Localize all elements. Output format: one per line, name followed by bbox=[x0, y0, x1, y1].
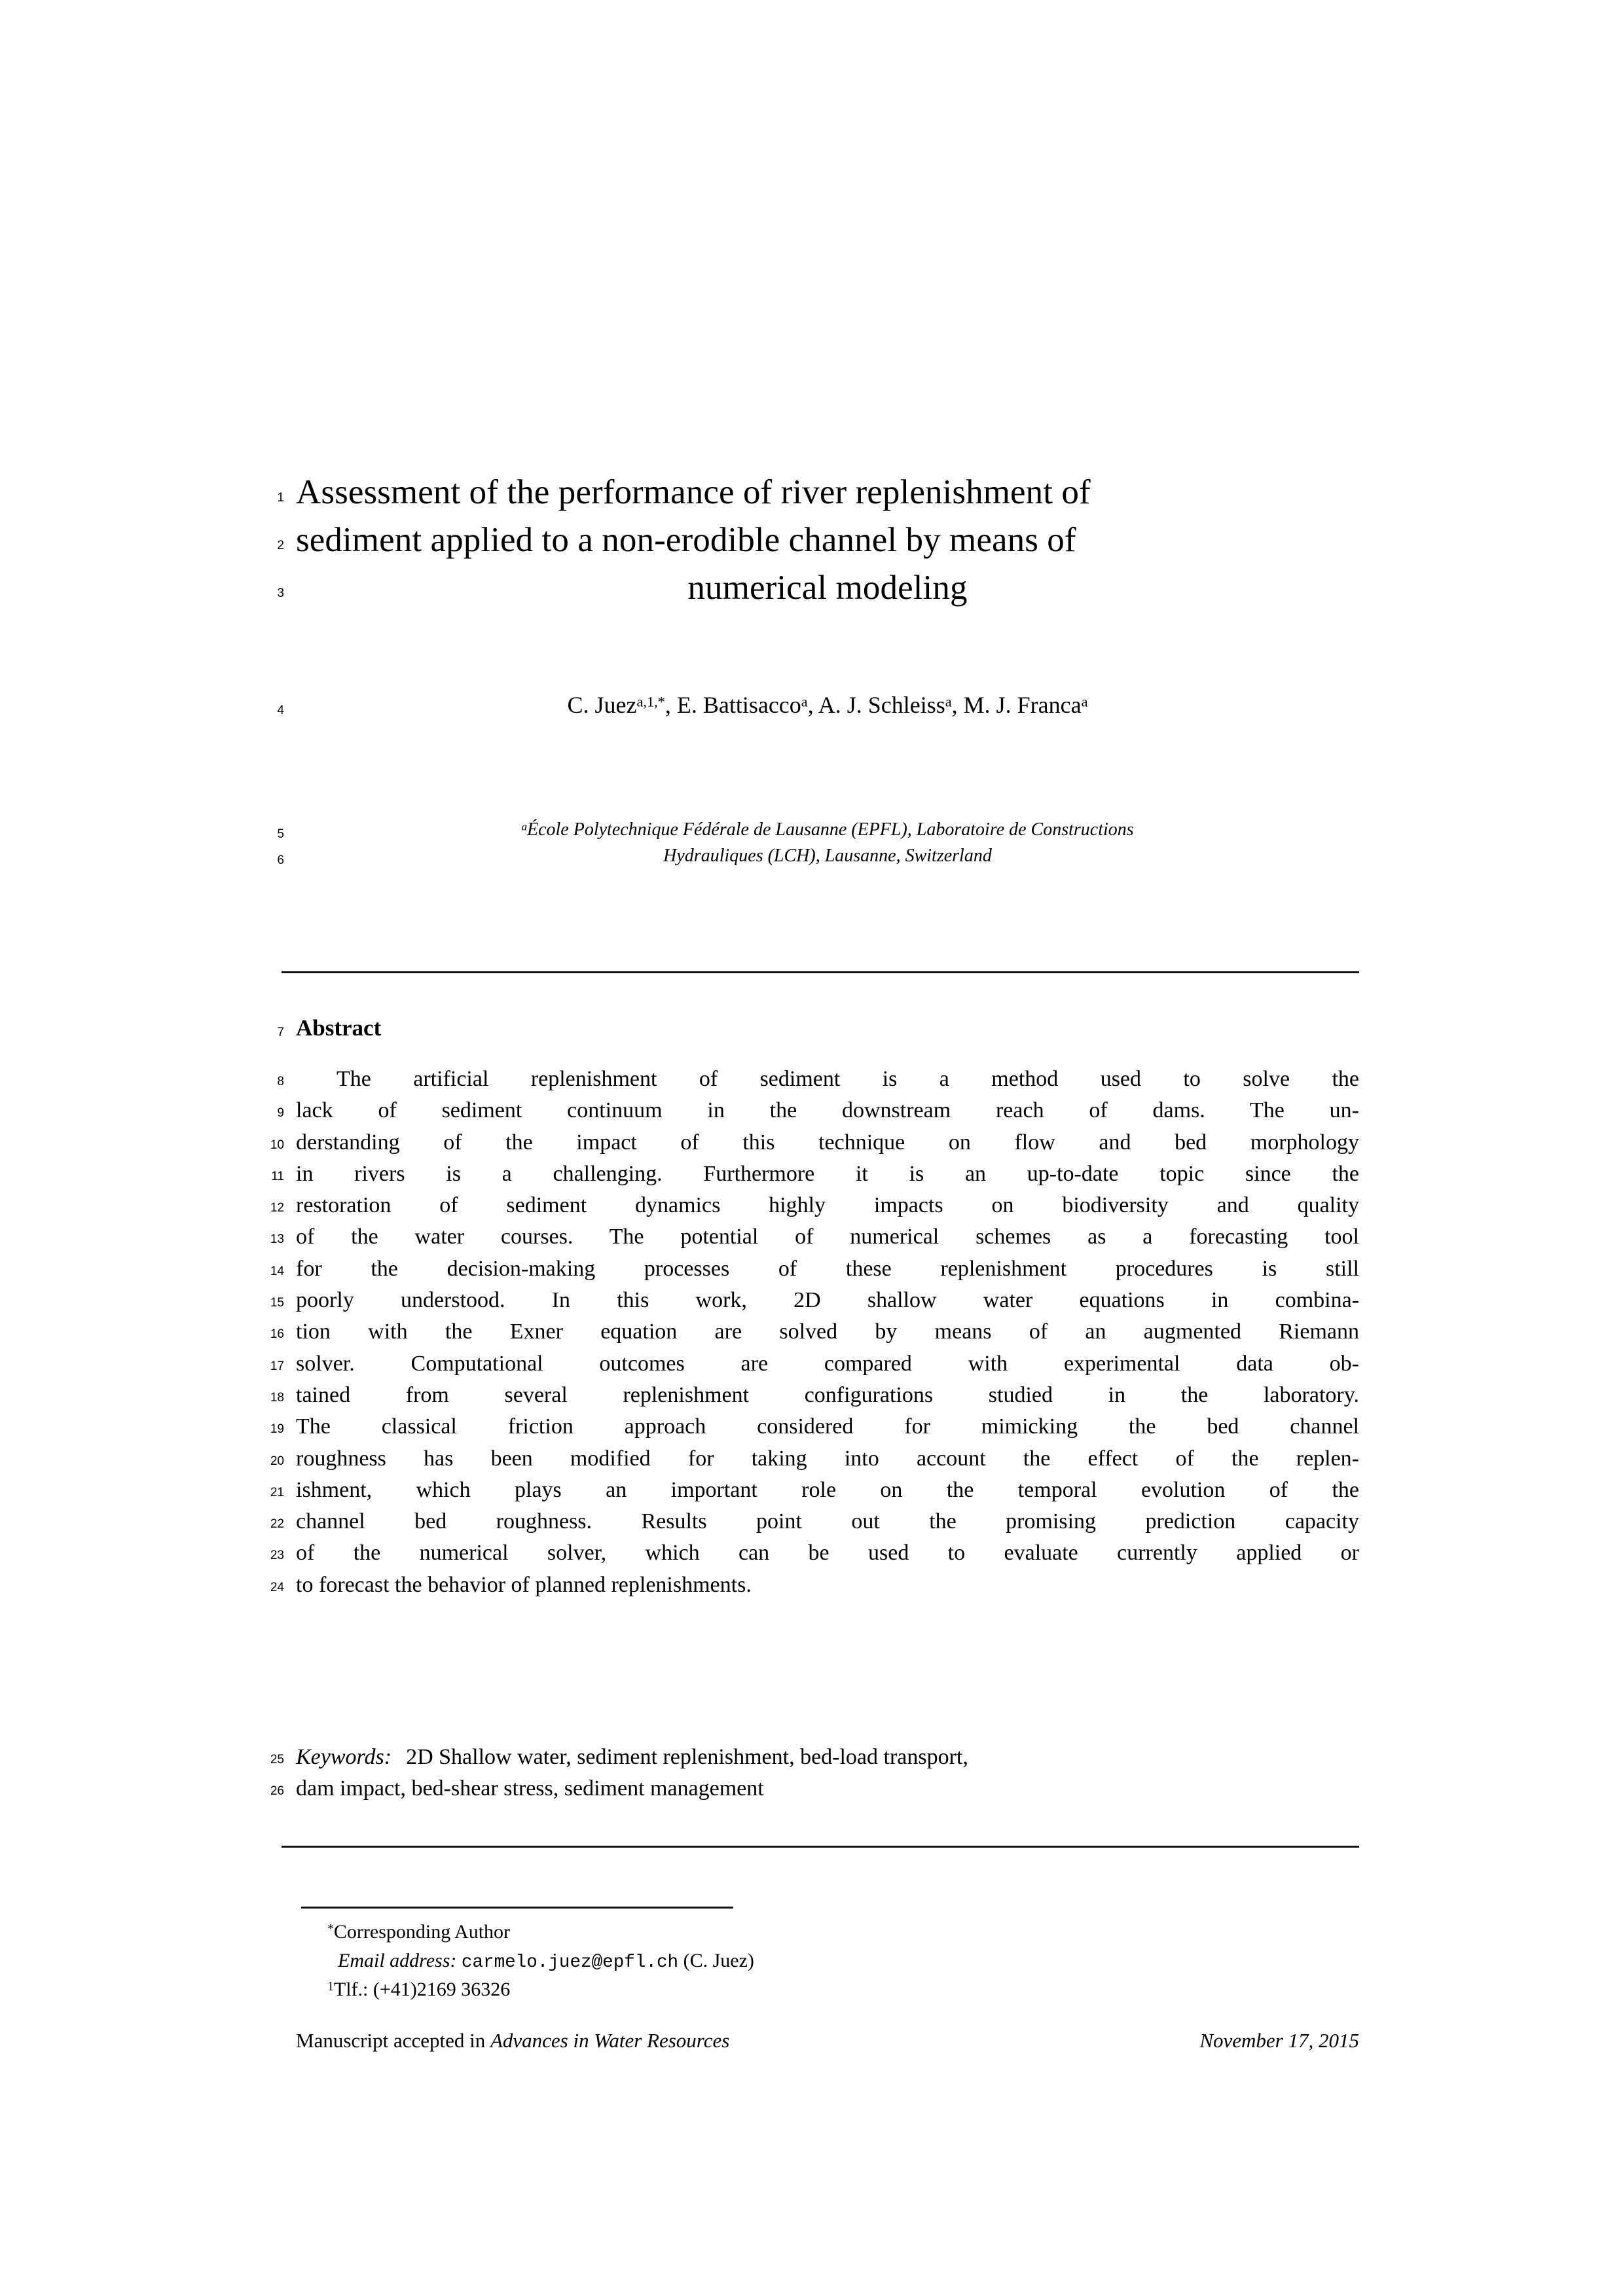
abstract-line-text: in rivers is a challenging. Furthermore it is an up-to-date topic since the bbox=[296, 1161, 1359, 1186]
abstract-line bbox=[296, 1095, 1359, 1126]
line-number: 11 bbox=[271, 1169, 284, 1183]
keywords-text: 2D Shallow water, sediment replenishment, bed-load transport, bbox=[406, 1745, 968, 1769]
line-number: 23 bbox=[270, 1549, 284, 1563]
abstract-row bbox=[277, 1064, 1359, 1095]
abstract-line-text: ishment, which plays an important role on the temporal evolution of the bbox=[296, 1477, 1359, 1502]
author-affil-marker: a,1,* bbox=[636, 693, 665, 710]
abstract-line-text: to forecast the behavior of planned replenishments. bbox=[296, 1572, 752, 1597]
journal-name: Advances in Water Resources bbox=[490, 2029, 730, 2052]
author-separator: , bbox=[807, 692, 818, 718]
footnote-email bbox=[338, 1946, 754, 1977]
line-number: 3 bbox=[277, 586, 284, 600]
line-number: 4 bbox=[277, 704, 284, 717]
title-line-2: sediment applied to a non-erodible channel by means of bbox=[296, 521, 1076, 559]
line-number: 5 bbox=[277, 827, 284, 841]
email-address-link[interactable]: carmelo.juez@epfl.ch bbox=[461, 1952, 679, 1973]
line-number: 17 bbox=[270, 1359, 284, 1373]
abstract-row bbox=[270, 1316, 1359, 1348]
affiliation-row bbox=[277, 843, 1359, 869]
author-affil-marker: a bbox=[1081, 693, 1088, 710]
abstract-line-text: poorly understood. In this work, 2D shallow water equations in combina- bbox=[296, 1288, 1359, 1313]
abstract-row bbox=[270, 1537, 1359, 1569]
abstract-heading-block bbox=[277, 1013, 1359, 1043]
abstract-line-text: of the water courses. The potential of numerical schemes as a forecasting tool bbox=[296, 1225, 1359, 1249]
abstract-row bbox=[277, 1095, 1359, 1126]
author-affil-marker: a bbox=[801, 693, 808, 710]
email-owner: (C. Juez) bbox=[683, 1950, 754, 1971]
author-name: M. J. Franca bbox=[963, 692, 1082, 718]
affiliation-line-2: Hydrauliques (LCH), Lausanne, Switzerland bbox=[663, 846, 992, 866]
line-number: 8 bbox=[277, 1075, 284, 1088]
email-label: Email address: bbox=[338, 1950, 457, 1971]
abstract-line-text: restoration of sediment dynamics highly impacts on biodiversity and quality bbox=[296, 1193, 1359, 1218]
line-number: 12 bbox=[270, 1201, 284, 1215]
footnote-corresponding-author bbox=[327, 1918, 510, 1946]
abstract-line bbox=[296, 1158, 1359, 1190]
abstract-row bbox=[270, 1411, 1359, 1443]
abstract-line-text: lack of sediment continuum in the downstream reach of dams. The un- bbox=[296, 1098, 1359, 1123]
abstract-heading-row bbox=[277, 1013, 1359, 1043]
abstract-row bbox=[270, 1127, 1359, 1158]
footer-journal-note bbox=[296, 2027, 729, 2054]
line-number: 22 bbox=[270, 1517, 284, 1532]
abstract-row bbox=[270, 1380, 1359, 1411]
abstract-line bbox=[296, 1475, 1359, 1506]
abstract-line-text: tion with the Exner equation are solved by means of an augmented Riemann bbox=[296, 1319, 1359, 1344]
line-number: 16 bbox=[270, 1327, 284, 1342]
keywords-label: Keywords: bbox=[296, 1745, 392, 1769]
abstract-line bbox=[296, 1127, 1359, 1158]
title-line-3: numerical modeling bbox=[687, 569, 968, 607]
line-number: 20 bbox=[270, 1454, 284, 1468]
abstract-row bbox=[270, 1348, 1359, 1380]
keywords-block bbox=[270, 1742, 1359, 1805]
abstract-line bbox=[296, 1570, 1359, 1601]
paper-title bbox=[277, 469, 1359, 612]
footnote-number-marker: 1 bbox=[327, 1979, 334, 1994]
affiliation-text: École Polytechnique Fédérale de Lausanne (EPFL), Laboratoire de Constructions bbox=[527, 819, 1134, 840]
keywords-line-1 bbox=[296, 1742, 1359, 1773]
abstract-line-text: for the decision-making processes of these replenishment procedures is still bbox=[296, 1256, 1359, 1281]
line-number: 15 bbox=[270, 1296, 284, 1310]
abstract-row bbox=[270, 1443, 1359, 1475]
footer-date: November 17, 2015 bbox=[1199, 2029, 1359, 2052]
abstract-line bbox=[296, 1411, 1359, 1443]
abstract-body bbox=[270, 1064, 1359, 1601]
line-number: 14 bbox=[270, 1264, 284, 1278]
abstract-line-text: tained from several replenishment configurations studied in the laboratory. bbox=[296, 1382, 1359, 1407]
author-name: A. J. Schleiss bbox=[818, 692, 945, 718]
footnote-text: Tlf.: (+41)2169 36326 bbox=[333, 1979, 511, 2000]
affiliation-row bbox=[277, 817, 1359, 843]
abstract-row bbox=[270, 1190, 1359, 1221]
line-number: 9 bbox=[277, 1106, 284, 1121]
asterisk-marker: * bbox=[327, 1922, 334, 1937]
abstract-row bbox=[271, 1158, 1359, 1190]
abstract-line bbox=[296, 1285, 1359, 1316]
abstract-line bbox=[296, 1537, 1359, 1569]
footnote-telephone bbox=[327, 1975, 510, 2003]
line-number: 13 bbox=[270, 1232, 284, 1247]
line-number: 1 bbox=[277, 491, 284, 505]
line-number: 10 bbox=[270, 1138, 284, 1152]
title-row bbox=[277, 516, 1359, 564]
line-number: 26 bbox=[270, 1784, 284, 1799]
abstract-line bbox=[296, 1253, 1359, 1285]
footnote-rule bbox=[301, 1907, 733, 1909]
affiliation-block bbox=[277, 817, 1359, 869]
line-number: 25 bbox=[270, 1753, 284, 1767]
abstract-line-text: solver. Computational outcomes are compared with experimental data ob- bbox=[296, 1351, 1359, 1376]
abstract-row bbox=[270, 1221, 1359, 1253]
abstract-line bbox=[296, 1064, 1359, 1095]
author-affil-marker: a bbox=[945, 693, 952, 710]
abstract-line-text: of the numerical solver, which can be used to evaluate currently applied or bbox=[296, 1541, 1359, 1566]
abstract-line-text: The artificial replenishment of sediment is a method used to solve the bbox=[337, 1067, 1359, 1091]
abstract-line-text: derstanding of the impact of this technique on flow and bed morphology bbox=[296, 1130, 1359, 1155]
abstract-row bbox=[270, 1253, 1359, 1285]
abstract-line bbox=[296, 1348, 1359, 1380]
author-name: E. Battisacco bbox=[676, 692, 801, 718]
abstract-line-text: roughness has been modified for taking into account the effect of the replen- bbox=[296, 1446, 1359, 1471]
line-number: 19 bbox=[270, 1422, 284, 1437]
keywords-row bbox=[270, 1773, 1359, 1804]
author-separator: , bbox=[951, 692, 964, 718]
footer-plain-text: Manuscript accepted in bbox=[296, 2029, 486, 2052]
author-name: C. Juez bbox=[567, 692, 637, 718]
line-number: 7 bbox=[277, 1026, 284, 1039]
abstract-line bbox=[296, 1506, 1359, 1537]
authors-row bbox=[277, 689, 1359, 721]
line-number: 18 bbox=[270, 1390, 284, 1405]
affiliation-line-1 bbox=[296, 817, 1359, 843]
author-list bbox=[277, 689, 1359, 721]
keywords-line-2: dam impact, bed-shear stress, sediment management bbox=[296, 1776, 764, 1801]
abstract-line-text: channel bed roughness. Results point out the promising prediction capacity bbox=[296, 1509, 1359, 1534]
author-separator: , bbox=[665, 692, 677, 718]
line-number: 24 bbox=[270, 1580, 284, 1594]
abstract-top-rule bbox=[282, 971, 1359, 973]
abstract-line bbox=[296, 1316, 1359, 1348]
line-number: 6 bbox=[277, 853, 284, 867]
abstract-line-text: The classical friction approach considered for mimicking the bed channel bbox=[296, 1414, 1359, 1439]
abstract-row bbox=[270, 1285, 1359, 1316]
title-row bbox=[277, 469, 1359, 516]
line-number: 2 bbox=[277, 539, 284, 552]
abstract-row bbox=[270, 1506, 1359, 1537]
abstract-line bbox=[296, 1190, 1359, 1221]
abstract-row bbox=[270, 1570, 1359, 1601]
abstract-line bbox=[296, 1221, 1359, 1253]
footnote-text: Corresponding Author bbox=[333, 1921, 511, 1943]
abstract-line bbox=[296, 1443, 1359, 1475]
abstract-row bbox=[270, 1475, 1359, 1506]
keywords-row bbox=[270, 1742, 1359, 1773]
abstract-bottom-rule bbox=[282, 1846, 1359, 1848]
abstract-heading: Abstract bbox=[296, 1015, 382, 1041]
title-row bbox=[277, 564, 1359, 612]
authors-line bbox=[296, 689, 1359, 721]
line-number: 21 bbox=[270, 1485, 284, 1499]
abstract-line bbox=[296, 1380, 1359, 1411]
affiliation-marker: a bbox=[521, 820, 527, 833]
title-line-1: Assessment of the performance of river replenishment of bbox=[296, 473, 1091, 511]
